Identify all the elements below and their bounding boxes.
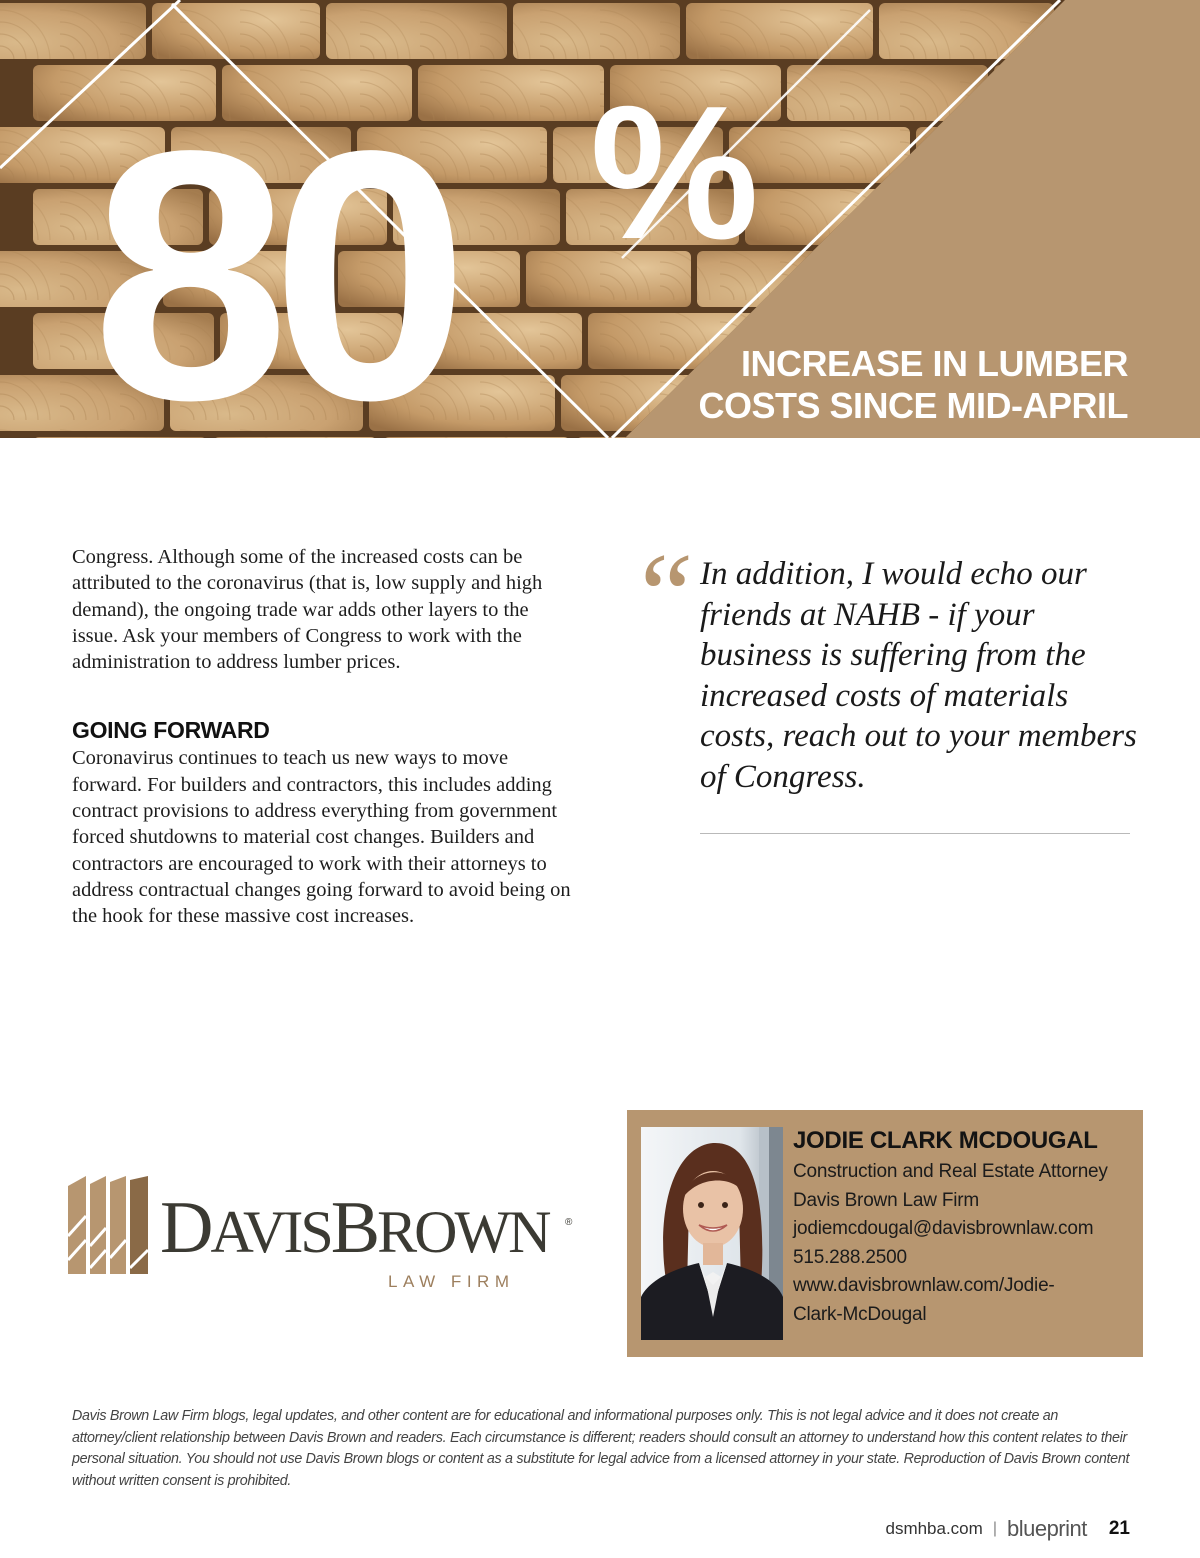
author-email-link[interactable]: jodiemcdougal@davisbrownlaw.com xyxy=(793,1218,1094,1240)
author-info xyxy=(793,1124,1138,1330)
page-footer xyxy=(885,1514,1130,1544)
author-phone: 515.288.2500 xyxy=(793,1246,907,1268)
registered-mark: ® xyxy=(565,1217,573,1228)
logo-letter: D xyxy=(160,1187,211,1269)
quote-divider xyxy=(700,833,1130,834)
article-body xyxy=(72,544,572,930)
logo-letters: AVIS xyxy=(210,1199,331,1265)
hero-banner xyxy=(0,0,1200,438)
legal-disclaimer: Davis Brown Law Firm blogs, legal updates, and other content are for educational and informational purposes only. This is not legal advice and it does not create an attorney/client relationship between Davis Brown and readers. Each circumstance is different; readers should consult an attorney to understand how this content relates to their personal situation. You should not use Davis Brown blogs or content as a substitute for legal advice from a licensed attorney in your state. Reproduction of Davis Brown content without written consent is prohibited. xyxy=(72,1408,1130,1490)
publication-name: blueprint xyxy=(1006,1516,1087,1541)
lumber-grain xyxy=(152,3,320,59)
logo-subtitle: LAW FIRM xyxy=(388,1272,515,1291)
footer-site-link[interactable]: dsmhba.com xyxy=(885,1519,983,1538)
body-paragraph: Congress. Although some of the increased costs can be attributed to the coronavirus (that is, low supply and high demand), the ongoing trade war adds other layers to the issue. Ask your members of Congress to work with the administration to address lumber prices. xyxy=(72,546,543,674)
body-paragraph: Coronavirus continues to teach us new ways to move forward. For builders and contractors, this includes adding contract provisions to address everything from government forced shutdowns to material cost changes. Builders and contractors are encouraged to work with their attorneys to address contractual changes going forward to avoid being on the hook for these massive cost increases. xyxy=(72,747,571,928)
percent-symbol: % xyxy=(590,67,759,279)
pull-quote: In addition, I would echo our friends at NAHB - if your business is suffering from the increased costs of materials costs, reach out to your members of Congress. xyxy=(700,556,1137,795)
section-heading: GOING FORWARD xyxy=(72,717,270,744)
author-firm: Davis Brown Law Firm xyxy=(793,1189,980,1211)
footer-separator: | xyxy=(992,1520,997,1537)
logo-emblem-icon xyxy=(68,1176,152,1276)
author-photo-icon xyxy=(641,1127,783,1340)
author-title: Construction and Real Estate Attorney xyxy=(793,1161,1108,1182)
quote-mark-icon: “ xyxy=(628,528,695,661)
author-url-link[interactable]: www.davisbrownlaw.com/Jodie- xyxy=(793,1275,1055,1297)
logo-letter: B xyxy=(330,1187,378,1269)
lumber-grain xyxy=(686,3,873,59)
author-url-link[interactable]: Clark-McDougal xyxy=(793,1303,927,1325)
logo-wordmark xyxy=(160,1187,549,1269)
hero-headline-line1: INCREASE IN LUMBER xyxy=(740,343,1128,384)
stat-number: 80 xyxy=(92,78,451,438)
lumber-grain xyxy=(326,3,507,59)
author-name: JODIE CLARK MCDOUGAL xyxy=(793,1127,1098,1154)
hero-headline-line2: COSTS SINCE MID-APRIL xyxy=(698,385,1128,426)
davis-brown-logo xyxy=(68,1175,588,1305)
logo-letters: ROWN xyxy=(377,1199,549,1265)
author-card xyxy=(627,1110,1143,1357)
page-number: 21 xyxy=(1108,1518,1130,1539)
lumber-grain xyxy=(513,3,680,59)
hero-headline xyxy=(608,343,1128,427)
author-portrait xyxy=(641,1127,783,1340)
